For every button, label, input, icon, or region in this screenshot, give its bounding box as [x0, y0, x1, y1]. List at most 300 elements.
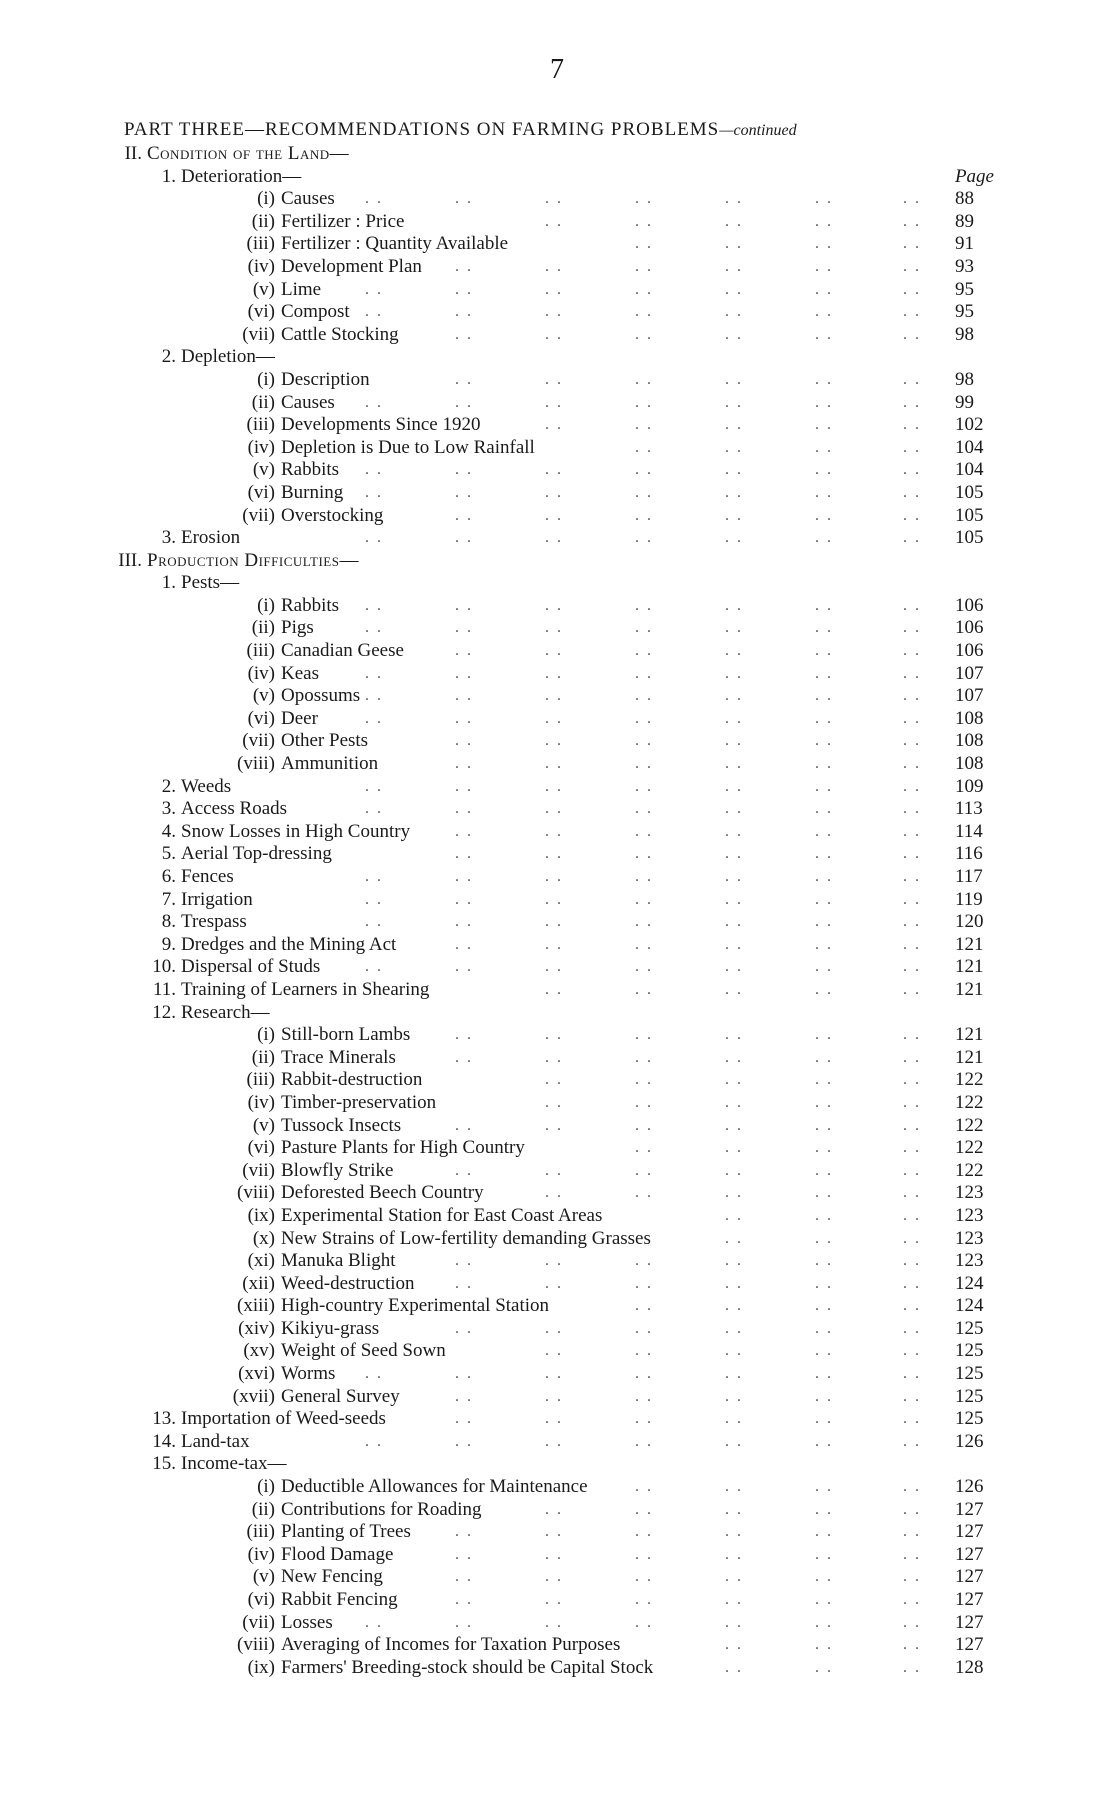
- toc-entry-page: 127: [955, 1634, 984, 1656]
- toc-entry: [0, 346, 1114, 369]
- leader-dots: . . . . . . . . . . . .: [455, 257, 921, 275]
- toc-entry-title: Land-tax: [181, 1430, 250, 1452]
- leader-dots: . . . . . . . . . . . .: [455, 1319, 921, 1337]
- toc-entry-number: (vii): [242, 323, 275, 345]
- toc-entry-title: Fertilizer : Price: [281, 210, 405, 232]
- leader-dots: . . . . . . . . . . . .: [455, 1591, 921, 1608]
- toc-entry: [0, 1228, 1114, 1251]
- toc-entry: [0, 1566, 1114, 1589]
- toc-entry: [0, 640, 1114, 663]
- toc-entry-title: Rabbit-destruction: [281, 1069, 423, 1091]
- toc-entry-page: 123: [955, 1250, 984, 1272]
- toc-entry-number: (x): [252, 1227, 275, 1249]
- leader-dots: . . . . . . . . . .: [545, 1184, 921, 1202]
- toc-entry-number: 13.: [152, 1408, 176, 1430]
- toc-entry: [0, 279, 1114, 302]
- toc-entry-title: Tussock Insects: [281, 1114, 402, 1136]
- toc-entry-title: Pasture Plants for High Country: [281, 1137, 525, 1159]
- toc-entry-number: 3.: [161, 527, 176, 549]
- toc-entry-title: Other Pests: [281, 730, 369, 752]
- toc-entry-title: Lime: [281, 278, 322, 300]
- toc-entry-title: Trespass: [181, 911, 247, 933]
- toc-entry-title: Fences: [181, 866, 234, 887]
- toc-entry: [0, 1160, 1114, 1183]
- toc-entry-number: 12.: [152, 1001, 176, 1023]
- toc-entry-page: 104: [955, 459, 984, 481]
- leader-dots: . . . . . . . . . . . . . .: [365, 303, 921, 321]
- toc-entry: [0, 459, 1114, 482]
- leader-dots: . . . . . . . . . . . .: [455, 1410, 921, 1428]
- leader-dots: . . . . . .: [725, 1658, 921, 1676]
- leader-dots: . . . . . . . . . . . . . .: [365, 461, 921, 479]
- table-of-contents: [0, 143, 1114, 1679]
- toc-entry-title: Kikiyu-grass: [281, 1317, 380, 1339]
- toc-entry-number: (iii): [246, 640, 275, 662]
- toc-entry-number: 2.: [161, 775, 176, 797]
- leader-dots: . . . . . . . . . . . . . .: [365, 687, 921, 705]
- toc-entry-page: 125: [955, 1340, 984, 1362]
- toc-entry-title: Snow Losses in High Country: [181, 820, 411, 842]
- toc-entry-page: 121: [955, 978, 984, 1000]
- toc-entry-title: Condition of the Land—: [147, 143, 350, 164]
- toc-entry-number: (vi): [247, 707, 275, 729]
- toc-entry: [0, 1499, 1114, 1522]
- leader-dots: . . . . . . . . . . . . . .: [365, 709, 921, 727]
- toc-entry-page: 119: [955, 888, 983, 910]
- toc-entry-page: 93: [955, 255, 974, 277]
- leader-dots: . . . . . . . . . . . .: [455, 755, 921, 773]
- toc-entry-title: Compost: [281, 301, 350, 323]
- toc-entry: [0, 1634, 1114, 1657]
- toc-entry-page: 98: [955, 323, 974, 345]
- toc-entry-title: Development Plan: [281, 255, 422, 277]
- toc-entry: [0, 911, 1114, 934]
- toc-entry-number: (ii): [251, 391, 275, 413]
- toc-entry-title: Erosion: [181, 527, 241, 549]
- toc-entry: [0, 1589, 1114, 1612]
- toc-entry-title: Pigs: [281, 617, 314, 639]
- toc-entry-page: 127: [955, 1589, 984, 1610]
- leader-dots: . . . . . . . . . . . .: [455, 642, 921, 660]
- toc-entry-page: 108: [955, 730, 984, 752]
- leader-dots: . . . . . . . . . .: [545, 1500, 921, 1518]
- leader-dots: . . . . . . . .: [635, 1297, 921, 1315]
- toc-entry-number: 11.: [152, 978, 176, 1000]
- toc-entry-title: Burning: [281, 481, 344, 503]
- toc-entry-number: 9.: [161, 933, 176, 955]
- toc-entry-page: 105: [955, 504, 984, 526]
- toc-entry: [0, 1205, 1114, 1228]
- toc-entry-title: Losses: [281, 1611, 333, 1633]
- toc-entry-title: Ammunition: [281, 753, 379, 775]
- toc-entry-title: Description: [281, 368, 370, 390]
- toc-entry: [0, 1657, 1114, 1680]
- toc-entry: [0, 1340, 1114, 1363]
- part-title: [124, 119, 994, 141]
- toc-entry-page: 106: [955, 617, 984, 639]
- toc-entry-number: (iv): [247, 436, 275, 458]
- toc-entry-number: (v): [252, 685, 275, 707]
- toc-entry-number: (xiv): [238, 1317, 275, 1339]
- toc-entry-page: 120: [955, 911, 984, 933]
- toc-entry-title: Deterioration—: [181, 165, 302, 187]
- leader-dots: . . . . . . . .: [635, 438, 921, 456]
- toc-entry-page: 107: [955, 662, 984, 684]
- toc-entry-page: 121: [955, 933, 984, 955]
- toc-entry-number: 1.: [161, 165, 176, 187]
- toc-entry: [0, 1295, 1114, 1318]
- toc-entry-number: (vii): [242, 504, 275, 526]
- toc-entry-page: 102: [955, 414, 984, 436]
- leader-dots: . . . . . . . . . . . . . .: [365, 1432, 921, 1450]
- toc-entry-title: Access Roads: [181, 798, 288, 820]
- toc-entry-page: 122: [955, 1159, 984, 1181]
- toc-entry-title: Opossums: [281, 685, 361, 707]
- toc-entry: [0, 1069, 1114, 1092]
- toc-entry-title: Dredges and the Mining Act: [181, 933, 397, 955]
- leader-dots: . . . . . . . . . . . . . .: [365, 868, 921, 885]
- leader-dots: . . . . . . . . . . . . . .: [365, 913, 921, 931]
- toc-entry: [0, 1250, 1114, 1273]
- toc-entry: [0, 1521, 1114, 1544]
- toc-entry-number: (xi): [247, 1250, 275, 1272]
- toc-entry-number: (i): [257, 594, 275, 616]
- toc-entry-number: (ix): [247, 1656, 275, 1678]
- toc-entry-number: (iv): [247, 1091, 275, 1113]
- toc-entry-page: 124: [955, 1272, 984, 1294]
- toc-entry: [0, 798, 1114, 821]
- toc-entry-title: General Survey: [281, 1385, 400, 1407]
- toc-entry-number: (vi): [247, 1137, 275, 1159]
- toc-entry-page: 123: [955, 1204, 984, 1226]
- toc-entry-page: 104: [955, 436, 984, 458]
- toc-entry-title: Trace Minerals: [281, 1046, 396, 1068]
- leader-dots: . . . . . . . . . . . . . .: [365, 393, 921, 411]
- toc-entry-page: 106: [955, 640, 984, 662]
- toc-entry: [0, 1002, 1114, 1025]
- toc-entry-page: 116: [955, 843, 983, 865]
- toc-entry: [0, 1115, 1114, 1138]
- toc-entry-page: 123: [955, 1227, 984, 1249]
- toc-entry: [0, 1386, 1114, 1409]
- toc-entry: [0, 1047, 1114, 1070]
- toc-entry-number: (iii): [246, 1521, 275, 1543]
- toc-entry: [0, 617, 1114, 640]
- toc-entry-page: 108: [955, 753, 984, 775]
- toc-entry: [0, 437, 1114, 460]
- toc-entry-number: (iii): [246, 1069, 275, 1091]
- toc-entry-page: 117: [955, 866, 983, 887]
- toc-entry: [0, 188, 1114, 211]
- toc-entry-page: 107: [955, 685, 984, 707]
- toc-entry-number: III.: [118, 549, 142, 571]
- leader-dots: . . . . . . . . . . . .: [455, 1568, 921, 1586]
- toc-entry-page: 127: [955, 1498, 984, 1520]
- toc-entry-title: Weight of Seed Sown: [281, 1340, 446, 1362]
- leader-dots: . . . . . . . . . . . . . .: [365, 280, 921, 298]
- leader-dots: . . . . . . . . . . . . . .: [365, 190, 921, 208]
- toc-entry: [0, 776, 1114, 799]
- toc-entry-number: (i): [257, 188, 275, 210]
- toc-entry-page: 109: [955, 775, 984, 797]
- toc-entry-title: Research—: [181, 1001, 270, 1023]
- toc-entry: [0, 1408, 1114, 1431]
- toc-entry-title: Rabbits: [281, 459, 340, 481]
- toc-entry: [0, 369, 1114, 392]
- toc-entry: [0, 414, 1114, 437]
- toc-entry-number: 4.: [161, 820, 176, 842]
- toc-entry-title: New Fencing: [281, 1566, 383, 1588]
- leader-dots: . . . . . . . . . . . .: [455, 325, 921, 343]
- toc-entry-page: 125: [955, 1317, 984, 1339]
- toc-entry-number: (i): [257, 368, 275, 390]
- toc-entry-page: 125: [955, 1385, 984, 1407]
- toc-entry-number: 15.: [152, 1453, 176, 1475]
- toc-entry-number: (xvii): [232, 1385, 275, 1407]
- leader-dots: . . . . . . . . . . . . . .: [365, 529, 921, 547]
- toc-entry-number: (vii): [242, 730, 275, 752]
- toc-entry-title: Manuka Blight: [281, 1250, 396, 1272]
- toc-entry-page: 124: [955, 1295, 984, 1317]
- leader-dots: . . . . . . . . . . . . . .: [365, 777, 921, 795]
- toc-entry-page: 123: [955, 1182, 984, 1204]
- toc-entry-page: 126: [955, 1430, 984, 1452]
- toc-entry-page: 91: [955, 233, 974, 255]
- toc-entry-number: (ix): [247, 1204, 275, 1226]
- toc-entry-number: 8.: [161, 911, 176, 933]
- toc-entry-number: (xv): [243, 1340, 275, 1362]
- toc-entry: [0, 143, 1114, 166]
- toc-entry: [0, 256, 1114, 279]
- toc-entry: [0, 392, 1114, 415]
- toc-entry-title: Deer: [281, 707, 318, 729]
- toc-entry-title: Developments Since 1920: [281, 414, 481, 436]
- toc-entry: [0, 233, 1114, 256]
- leader-dots: . . . . . .: [725, 1206, 921, 1224]
- toc-entry-title: Experimental Station for East Coast Areas: [281, 1204, 603, 1226]
- toc-entry: [0, 708, 1114, 731]
- leader-dots: . . . . . . . .: [635, 1139, 921, 1157]
- toc-entry-number: (iii): [246, 414, 275, 436]
- toc-entry: [0, 1318, 1114, 1341]
- leader-dots: . . . . . . . . . .: [545, 980, 921, 998]
- toc-entry-number: (vi): [247, 301, 275, 323]
- leader-dots: . . . . . . . . . .: [545, 416, 921, 434]
- toc-entry-number: (vii): [242, 1159, 275, 1181]
- toc-entry-number: (xii): [242, 1272, 275, 1294]
- leader-dots: . . . . . . . . . .: [545, 212, 921, 230]
- page-column-heading: Page: [954, 165, 994, 187]
- toc-entry-title: Weeds: [181, 775, 232, 797]
- toc-entry: [0, 324, 1114, 347]
- toc-entry-page: 125: [955, 1408, 984, 1430]
- leader-dots: . . . . . . . . . . . . . .: [365, 664, 921, 682]
- toc-entry: [0, 301, 1114, 324]
- toc-entry: [0, 866, 1114, 889]
- toc-entry-number: 3.: [161, 798, 176, 820]
- toc-entry-page: 105: [955, 527, 984, 549]
- toc-entry-page: 121: [955, 1046, 984, 1068]
- leader-dots: . . . . . . . . . .: [545, 1093, 921, 1111]
- part-title-continued: —continued: [719, 122, 797, 139]
- toc-entry-title: Depletion is Due to Low Rainfall: [281, 436, 535, 458]
- toc-entry-number: (ii): [251, 617, 275, 639]
- leader-dots: . . . . . . . . . . . .: [455, 1387, 921, 1405]
- toc-entry-title: High-country Experimental Station: [281, 1295, 550, 1317]
- toc-entry-page: 89: [955, 210, 974, 232]
- toc-entry: [0, 1092, 1114, 1115]
- toc-entry-page: 122: [955, 1069, 984, 1091]
- toc-entry-title: Averaging of Incomes for Taxation Purposes: [281, 1634, 621, 1656]
- toc-entry: [0, 482, 1114, 505]
- toc-entry: [0, 934, 1114, 957]
- toc-entry-number: (xiii): [237, 1295, 275, 1317]
- leader-dots: . . . . . . . . . . . . . .: [365, 800, 921, 818]
- toc-entry: [0, 1363, 1114, 1386]
- toc-entry: [0, 505, 1114, 528]
- toc-entry: [0, 527, 1114, 550]
- leader-dots: . . . . . . . . . . . . . .: [365, 1365, 921, 1383]
- toc-entry-page: 106: [955, 594, 984, 616]
- leader-dots: . . . . . . . . . . . .: [455, 370, 921, 388]
- toc-entry-page: 88: [955, 188, 974, 210]
- toc-entry-title: Irrigation: [181, 888, 253, 910]
- toc-entry: [0, 956, 1114, 979]
- toc-entry-page: 121: [955, 1024, 984, 1046]
- toc-entry-page: 128: [955, 1656, 984, 1678]
- toc-entry: [0, 1273, 1114, 1296]
- toc-entry-number: (iv): [247, 1543, 275, 1565]
- toc-entry-number: (iii): [246, 233, 275, 255]
- toc-entry: [0, 166, 1114, 189]
- leader-dots: . . . . . . . . . . . .: [455, 1161, 921, 1179]
- leader-dots: . . . . . . . . . . . .: [455, 1523, 921, 1541]
- toc-entry: [0, 1453, 1114, 1476]
- toc-entry: [0, 1024, 1114, 1047]
- toc-entry-title: Rabbits: [281, 594, 340, 616]
- leader-dots: . . . . . . . . . . . .: [455, 1048, 921, 1066]
- toc-entry-page: 127: [955, 1611, 984, 1633]
- leader-dots: . . . . . . . . . . . .: [455, 506, 921, 524]
- toc-entry-number: (iv): [247, 255, 275, 277]
- toc-entry-title: Income-tax—: [181, 1453, 287, 1475]
- toc-entry: [0, 1431, 1114, 1454]
- leader-dots: . . . . . . . . . . . . . .: [365, 958, 921, 976]
- toc-entry-title: Cattle Stocking: [281, 323, 399, 345]
- toc-entry: [0, 979, 1114, 1002]
- toc-entry-page: 122: [955, 1137, 984, 1159]
- toc-entry-number: 5.: [161, 843, 176, 865]
- toc-entry: [0, 685, 1114, 708]
- toc-entry-number: 14.: [152, 1430, 176, 1452]
- toc-entry-title: Farmers' Breeding-stock should be Capital Stock: [281, 1656, 654, 1678]
- toc-entry: [0, 572, 1114, 595]
- toc-entry-title: Training of Learners in Shearing: [181, 978, 430, 1000]
- toc-entry-number: (i): [257, 1024, 275, 1046]
- toc-entry-title: Fertilizer : Quantity Available: [281, 233, 509, 255]
- leader-dots: . . . . . . . . . .: [545, 1071, 921, 1089]
- part-title-text: PART THREE—RECOMMENDATIONS ON FARMING PROBLEMS: [124, 119, 720, 140]
- toc-entry-title: Deforested Beech Country: [281, 1182, 484, 1204]
- toc-entry-number: II.: [124, 143, 142, 164]
- toc-entry: [0, 1476, 1114, 1499]
- toc-entry-number: (vi): [247, 481, 275, 503]
- leader-dots: . . . . . . . . . . . .: [455, 1252, 921, 1270]
- toc-entry-page: 95: [955, 278, 974, 300]
- toc-entry: [0, 753, 1114, 776]
- toc-entry-page: 98: [955, 368, 974, 390]
- leader-dots: . . . . . . . . . . . . . .: [365, 619, 921, 637]
- toc-entry-title: Importation of Weed-seeds: [181, 1408, 386, 1430]
- toc-entry-title: Pests—: [181, 572, 240, 594]
- toc-entry-number: 2.: [161, 346, 176, 368]
- toc-entry-number: (vii): [242, 1611, 275, 1633]
- toc-entry-page: 122: [955, 1114, 984, 1136]
- leader-dots: . . . . . . . . . . . .: [455, 1116, 921, 1134]
- leader-dots: . . . . . . . . . . . .: [455, 732, 921, 750]
- leader-dots: . . . . . . . .: [635, 1478, 921, 1496]
- leader-dots: . . . . . . . . . . . .: [455, 1026, 921, 1044]
- leader-dots: . . . . . . . .: [635, 235, 921, 253]
- toc-entry-title: Deductible Allowances for Maintenance: [281, 1476, 588, 1498]
- toc-entry: [0, 730, 1114, 753]
- toc-entry-number: (iv): [247, 662, 275, 684]
- toc-entry-page: 121: [955, 956, 984, 978]
- toc-entry: [0, 663, 1114, 686]
- toc-entry-page: 99: [955, 391, 974, 413]
- toc-entry: [0, 550, 1114, 573]
- toc-entry-title: Keas: [281, 662, 319, 684]
- toc-entry-number: (ii): [251, 1046, 275, 1068]
- toc-entry-number: (viii): [237, 1634, 275, 1656]
- toc-entry: [0, 1612, 1114, 1635]
- toc-entry-title: Causes: [281, 188, 335, 210]
- toc-entry-number: 7.: [161, 888, 176, 910]
- leader-dots: . . . . . . . . . . . . . .: [365, 890, 921, 908]
- page-number: 7: [550, 54, 564, 85]
- toc-entry-title: Contributions for Roading: [281, 1498, 482, 1520]
- toc-entry-page: 113: [955, 798, 983, 820]
- toc-entry-number: (ii): [251, 210, 275, 232]
- toc-entry: [0, 889, 1114, 912]
- toc-entry-number: (ii): [251, 1498, 275, 1520]
- toc-entry-number: (v): [252, 459, 275, 481]
- leader-dots: . . . . . .: [725, 1636, 921, 1654]
- toc-entry-title: Planting of Trees: [281, 1521, 411, 1543]
- toc-entry-title: Overstocking: [281, 504, 384, 526]
- toc-entry-title: Rabbit Fencing: [281, 1589, 398, 1610]
- toc-entry-number: (viii): [237, 1182, 275, 1204]
- toc-entry-page: 105: [955, 481, 984, 503]
- toc-entry-title: Production Difficulties—: [147, 549, 359, 571]
- toc-entry: [0, 1544, 1114, 1567]
- toc-entry: [0, 595, 1114, 618]
- leader-dots: . . . . . . . . . . . . . .: [365, 483, 921, 501]
- toc-entry-title: Weed-destruction: [281, 1272, 415, 1294]
- leader-dots: . . . . . . . . . . . .: [455, 822, 921, 840]
- toc-entry: [0, 843, 1114, 866]
- leader-dots: . . . . . . . . . . . .: [455, 845, 921, 863]
- toc-entry: [0, 211, 1114, 234]
- toc-entry-number: (xvi): [238, 1363, 275, 1385]
- toc-entry-title: Worms: [281, 1363, 336, 1385]
- toc-entry-number: (v): [252, 1566, 275, 1588]
- toc-entry-page: 114: [955, 820, 983, 842]
- toc-entry-title: Timber-preservation: [281, 1091, 437, 1113]
- leader-dots: . . . . . . . . . .: [545, 1342, 921, 1360]
- toc-entry-page: 95: [955, 301, 974, 323]
- toc-entry: [0, 1182, 1114, 1205]
